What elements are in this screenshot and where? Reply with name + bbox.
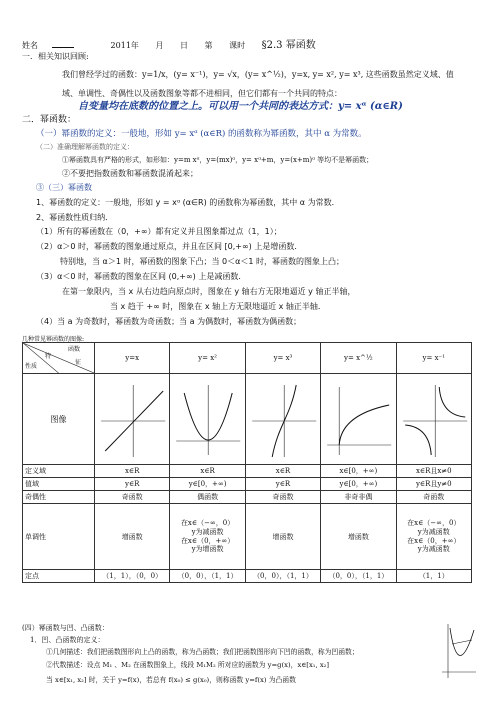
sec2-note-title: （二）准确理解幂函数的定义： <box>36 143 134 151</box>
parity-row-label: 奇偶性 <box>23 491 95 504</box>
header-row <box>22 40 330 52</box>
sec4-l2: ②代数描述：设点 M₁ 、M₂ 在函数图象上，线段 M₁M₂ 所对应的函数为 y=g(x)，x∈[x₁, x₂] <box>46 661 330 669</box>
graph-row-label <box>23 374 95 465</box>
mono-2-l2: y为减函数 <box>191 527 224 536</box>
sec4-heading: (四）幂函数与凹、凸函数： <box>22 624 109 632</box>
parity-2: 偶函数 <box>170 491 245 504</box>
parity-3: 奇函数 <box>245 491 320 504</box>
parity-4: 非奇非偶 <box>321 491 396 504</box>
domain-row <box>23 465 472 478</box>
graph-row-label-text: 图像 <box>50 414 67 424</box>
convex-sketch <box>438 622 478 682</box>
sec4-sub1: 1．凹、凸函数的定义： <box>30 636 105 644</box>
mono-2-l3: 在x∈（0，+∞） <box>180 536 235 545</box>
day: 日 <box>180 41 188 50</box>
name-label: 姓名 <box>22 41 38 50</box>
range-row <box>23 478 472 491</box>
point-1: （1，1），（0，0） <box>95 570 170 583</box>
table-header-row <box>23 343 472 374</box>
range-row-label: 值域 <box>23 478 95 491</box>
mono-5-l4: y为减函数 <box>417 545 450 554</box>
sec1-line2: 域、单调性、奇偶性以及函数图象等都不进相同，但它们都有一个共同的特点： <box>62 89 342 98</box>
graph-cube <box>245 374 320 465</box>
range-2: y∈[0，+∞) <box>170 478 245 491</box>
range-1: y∈R <box>95 478 170 491</box>
range-5: y∈R且y≠0 <box>396 478 471 491</box>
func-header-4: y= x^½ <box>321 343 396 374</box>
domain-2: x∈R <box>170 465 245 478</box>
corner-top: 函数 <box>67 346 80 353</box>
sec2-p6: （3）α＜0 时，幂函数的图象在区间 (0,+∞) 上是减函数． <box>36 272 247 281</box>
sec2-note2: ②不要把指数函数和幂函数混淆起来； <box>62 169 198 178</box>
graph-reciprocal-svg <box>397 375 471 463</box>
graph-sqrt <box>321 374 396 465</box>
corner-sub: 征 <box>75 359 82 366</box>
parity-row <box>23 491 472 504</box>
graph-row <box>23 374 472 465</box>
sec2-heading: 二．幂函数： <box>22 115 77 125</box>
domain-4: x∈[0，+∞) <box>321 465 396 478</box>
point-5: （1，1） <box>396 570 471 583</box>
mono-5-l3: 在x∈（0，+∞） <box>407 536 461 545</box>
sec2-p9: （4）当 a 为奇数时，幂函数为奇函数；当 a 为偶数时，幂函数为偶函数； <box>36 317 302 326</box>
mono-2 <box>170 504 245 570</box>
monotonic-row <box>23 504 472 570</box>
point-3: （0，0），（1，1） <box>245 570 320 583</box>
sec1-line1-pre: 我们曾经学过的函数：y= <box>62 70 154 79</box>
sec1-line1-rest: ，(y= x⁻¹)，y= √x，(y= x^½)，y=x, y= x², y= x³, 这些函数虽然定义域、值 <box>165 70 454 79</box>
domain-row-label: 定义域 <box>23 465 95 478</box>
mono-5 <box>396 504 471 570</box>
sec2-note1: ①幂函数具有严格的形式，如形如：y=m xᵅ，y=(mx)ᵅ，y= xᵅ+m，y=(x+m)ᵅ 等均不是幂函数； <box>62 156 374 164</box>
lesson-label: 课时 <box>229 41 246 50</box>
func-header-2: y= x² <box>170 343 245 374</box>
domain-1: x∈R <box>95 465 170 478</box>
func-header-5: y= x⁻¹ <box>396 343 471 374</box>
graph-linear-svg <box>95 375 169 463</box>
graph-linear <box>95 374 170 465</box>
table-caption: 几种常见幂函数的图像: <box>22 336 85 343</box>
corner-mid: 特 <box>45 353 52 360</box>
point-row-label: 定点 <box>23 570 95 583</box>
mono-5-l2: y为减函数 <box>417 527 450 536</box>
period-label: 第 <box>204 41 213 50</box>
mono-5-l1: 在x∈（−∞，0） <box>407 519 461 527</box>
func-header-3: y= x³ <box>245 343 320 374</box>
range-3: y∈R <box>245 478 320 491</box>
sec2-p3: （1）所有的幂函数在（0，+∞）都有定义并且图象都过点（1，1）； <box>36 227 282 236</box>
parity-5: 奇函数 <box>396 491 471 504</box>
mono-4: 增函数 <box>321 504 396 570</box>
domain-3: x∈R <box>245 465 320 478</box>
graph-cube-svg <box>246 375 320 463</box>
mono-2-l4: y为增函数 <box>191 545 224 554</box>
domain-5: x∈R且x≠0 <box>396 465 471 478</box>
sec2-sub3: ③（三）幂函数 <box>36 183 92 192</box>
point-4: （0，0），（1，1） <box>321 570 396 583</box>
power-function-table <box>22 342 472 583</box>
sec1-heading: 一．相关知识回顾: <box>22 52 89 61</box>
sec1-line1 <box>62 70 454 80</box>
name-blank <box>52 47 74 48</box>
sec2-p1: 1、幂函数的定义：一般地，形如 y = xᵅ (α∈R) 的函数称为幂函数，其中 α 为常数． <box>36 198 340 207</box>
mono-3: 增函数 <box>245 504 320 570</box>
sec1-line1-frac: 1/x <box>153 70 166 79</box>
graph-square-svg <box>170 375 244 463</box>
sec1-line3: 自变量均在底数的位置之上。可以用一个共同的表达方式：y= xᵅ (α∈R) <box>78 101 403 112</box>
sec2-p8: 当 x 趋于 +∞ 时，图象在 x 轴上方无限地逼近 x 轴正半轴． <box>110 302 326 311</box>
point-2: （0，0），（1，1） <box>170 570 245 583</box>
sec4-l3: 当 x∈[x₁, x₂] 时，关于 y=f(x)，若总有 f(x₀) ≤ g(x₀)，则称函数 y=f(x) 为凸函数 <box>46 676 296 684</box>
func-header-1: y=x <box>95 343 170 374</box>
corner-bottom: 性质 <box>25 363 38 370</box>
table-corner-cell <box>23 343 95 374</box>
page-title: §2.3 幂函数 <box>261 40 316 51</box>
sec4-l1: ①几何描述：我们把函数图形向上凸的函数，称为凸函数；我们把函数图形向下凹的函数，称为凹函数； <box>46 648 359 656</box>
sec2-def: （一）幂函数的定义：一般地，形如 y= xᵅ (α∈R) 的函数称为幂函数，其中 α 为常数。 <box>36 129 367 139</box>
parity-1: 奇函数 <box>95 491 170 504</box>
sec2-p4: （2）α＞0 时，幂函数的图象通过原点，并且在区间 [0,+∞) 上是增函数． <box>36 242 303 251</box>
graph-square <box>170 374 245 465</box>
sec2-p2: 2、幂函数性质归纳． <box>36 213 114 222</box>
sec2-p7: 在第一象限内，当 x 从右边趋向原点时，图象在 y 轴右方无限地逼近 y 轴正半轴， <box>62 287 356 296</box>
point-row <box>23 570 472 583</box>
range-4: y∈[0，+∞) <box>321 478 396 491</box>
mono-2-l1: 在x∈（−∞，0） <box>180 519 235 527</box>
year: 2011年 <box>110 41 139 50</box>
graph-sqrt-svg <box>321 375 395 463</box>
graph-reciprocal <box>396 374 471 465</box>
month: 月 <box>155 41 164 50</box>
monotonic-row-label: 单调性 <box>23 504 95 570</box>
sec2-p5: 特别地，当 α＞1 时，幂函数的图象下凸；当 0＜α＜1 时，幂函数的图象上凸； <box>60 257 344 266</box>
mono-1: 增函数 <box>95 504 170 570</box>
